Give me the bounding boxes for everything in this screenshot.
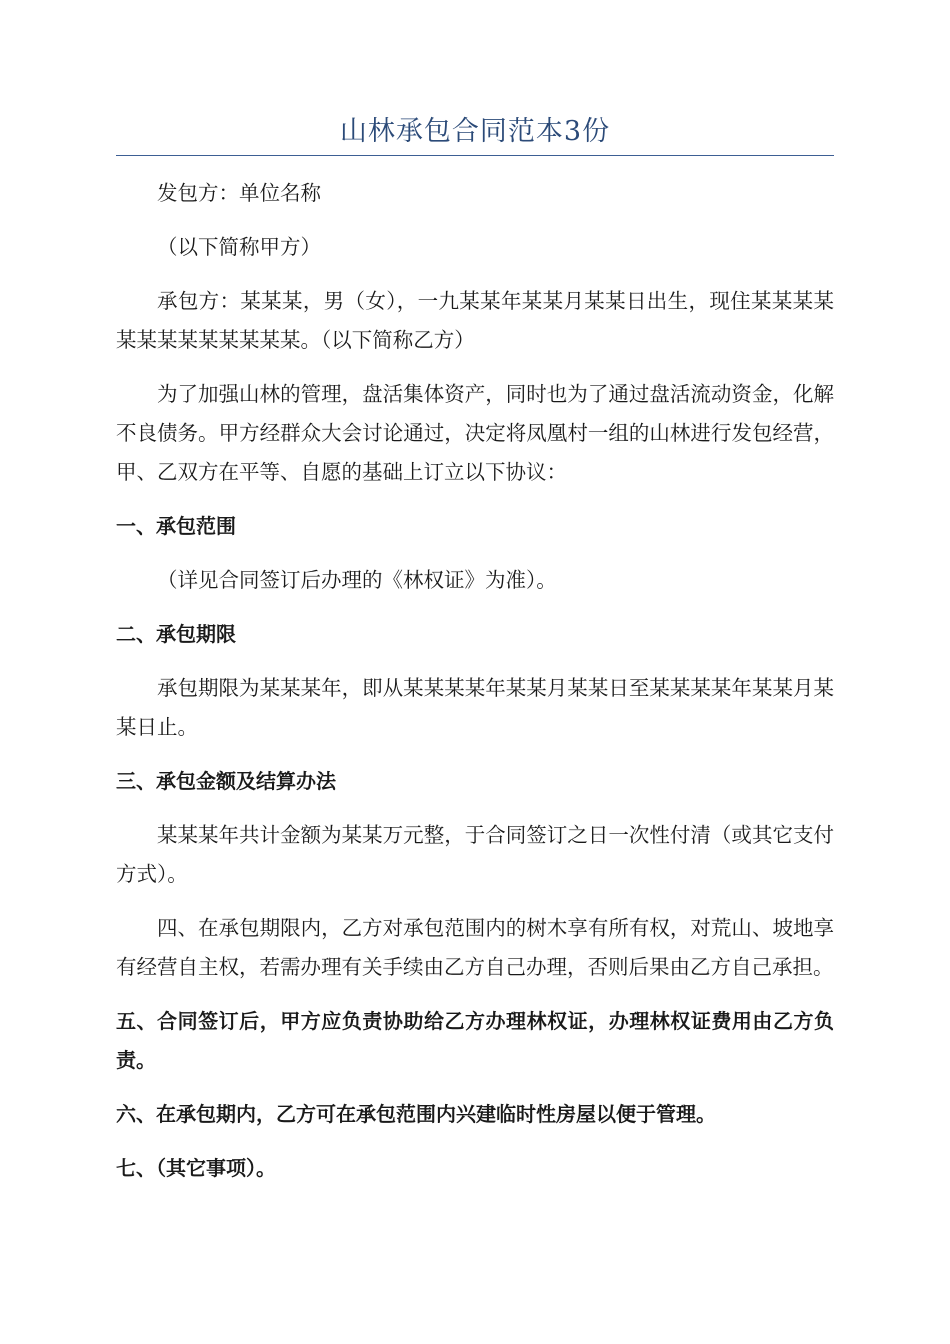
document-page [116,112,834,1188]
clause-six-heading: 六、在承包期内，乙方可在承包范围内兴建临时性房屋以便于管理。 [116,1102,716,1126]
document-title: 山林承包合同范本3份 [339,116,611,147]
clause-seven-heading: 七、（其它事项）。 [116,1156,276,1180]
term-paragraph: 承包期限为某某某年，即从某某某某年某某月某某日至某某某某年某某月某某日止。 [116,676,834,739]
party-a-line: 发包方：单位名称 [157,181,321,205]
section-heading-term: 二、承包期限 [116,622,236,646]
section-heading-payment: 三、承包金额及结算办法 [116,769,336,793]
scope-paragraph: （详见合同签订后办理的《林权证》为准）。 [157,568,557,592]
preamble-paragraph: 为了加强山林的管理，盘活集体资产，同时也为了通过盘活流动资金，化解不良债务。甲方经群众大会讨论通过，决定将凤凰村一组的山林进行发包经营，甲、乙双方在平等、自愿的基础上订立以下协议： [116,382,834,484]
payment-paragraph: 某某某年共计金额为某某万元整，于合同签订之日一次性付清（或其它支付方式）。 [116,823,834,886]
party-b-line: 承包方：某某某，男（女），一九某某年某某月某某日出生，现住某某某某某某某某某某某某某。（以下简称乙方） [116,289,834,352]
clause-five-heading: 五、合同签订后，甲方应负责协助给乙方办理林权证，办理林权证费用由乙方负责。 [116,1009,834,1072]
clause-four-paragraph: 四、在承包期限内，乙方对承包范围内的树木享有所有权，对荒山、坡地享有经营自主权，若需办理有关手续由乙方自己办理，否则后果由乙方自己承担。 [116,916,834,979]
section-heading-scope: 一、承包范围 [116,514,236,538]
party-a-alias: （以下简称甲方） [157,235,321,259]
